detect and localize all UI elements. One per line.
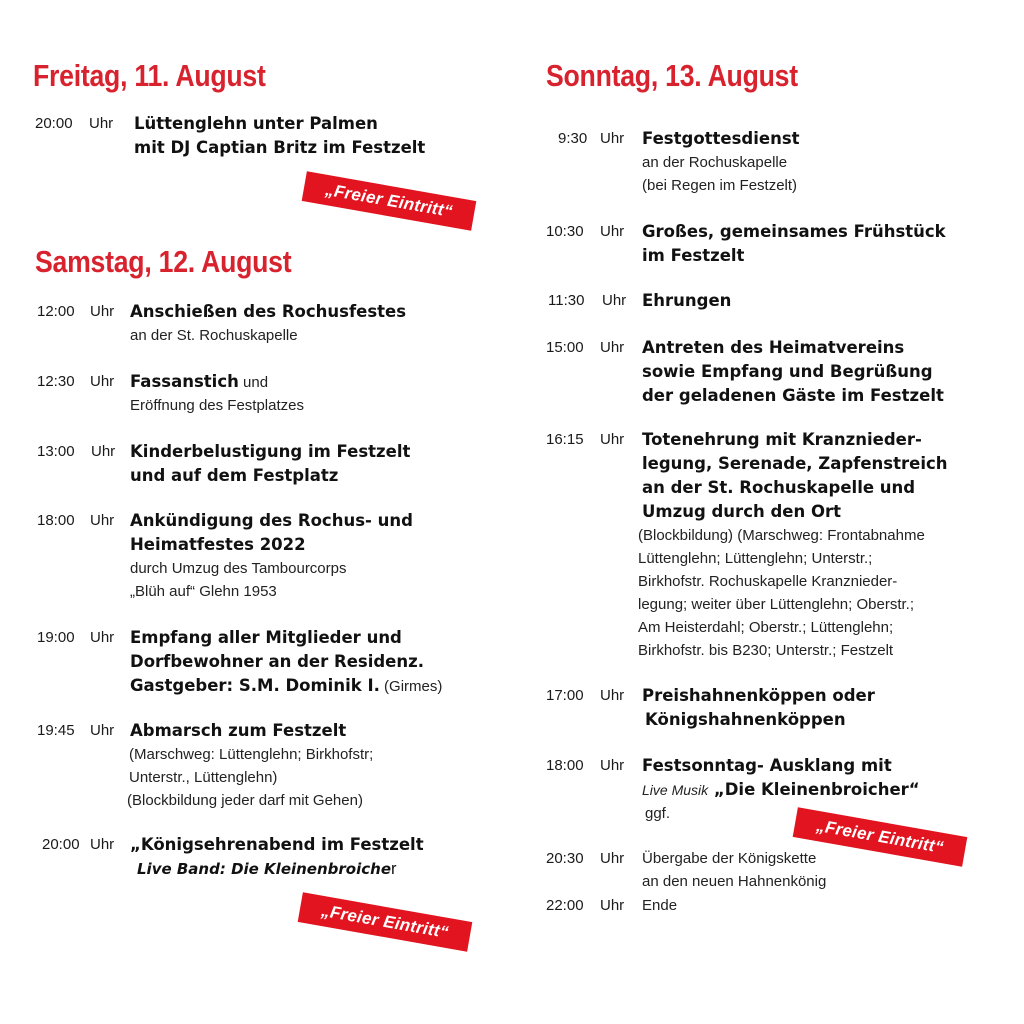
free-entry-stamp: „Freier Eintritt“ xyxy=(793,807,968,866)
entry-detail: Am Heisterdahl; Oberstr.; Lüttenglehn; xyxy=(638,619,894,636)
entry-detail: legung; weiter über Lüttenglehn; Oberstr.; xyxy=(638,596,915,613)
entry-title: Gastgeber: S.M. Dominik I. xyxy=(130,676,380,695)
entry-time: 19:45 xyxy=(37,722,75,739)
entry-time: 19:00 xyxy=(37,629,75,646)
entry-title: Lüttenglehn unter Palmen xyxy=(134,114,378,133)
entry-detail: ggf. xyxy=(645,805,671,822)
entry-title: Dorfbewohner an der Residenz. xyxy=(130,652,424,671)
day-title-sunday: Sonntag, 13. August xyxy=(546,58,798,93)
entry-detail: (bei Regen im Festzelt) xyxy=(642,177,798,194)
entry-title: Totenehrung mit Kranznieder- xyxy=(642,430,922,449)
entry-time: 15:00 xyxy=(546,339,584,356)
entry-time: 18:00 xyxy=(546,757,584,774)
entry-time: 22:00 xyxy=(546,897,584,914)
entry-unit: Uhr xyxy=(90,303,115,320)
entry-time: 12:30 xyxy=(37,373,75,390)
entry-title: Königshahnenköppen xyxy=(645,710,846,729)
entry-title: Empfang aller Mitglieder und xyxy=(130,628,402,647)
entry-detail: (Girmes) xyxy=(379,678,443,695)
entry-time: 18:00 xyxy=(37,512,75,529)
entry-unit: Uhr xyxy=(600,431,625,448)
entry-time: 10:30 xyxy=(546,223,584,240)
entry-time: 20:00 xyxy=(35,115,73,132)
entry-detail: „Blüh auf“ Glehn 1953 xyxy=(130,583,277,600)
entry-title: Preishahnenköppen oder xyxy=(642,686,875,705)
free-entry-stamp: „Freier Eintritt“ xyxy=(302,171,477,230)
entry-time: 16:15 xyxy=(546,431,584,448)
entry-unit: Uhr xyxy=(600,223,625,240)
entry-title: der geladenen Gäste im Festzelt xyxy=(642,386,944,405)
entry-unit: Uhr xyxy=(602,292,627,309)
entry-time: 12:00 xyxy=(37,303,75,320)
entry-detail: (Marschweg: Lüttenglehn; Birkhofstr; xyxy=(129,746,374,763)
entry-time: 9:30 xyxy=(558,130,588,147)
entry-title: „Königsehrenabend im Festzelt xyxy=(130,835,424,854)
entry-unit: Uhr xyxy=(600,339,625,356)
entry-detail: Birkhofstr. bis B230; Unterstr.; Festzelt xyxy=(638,642,894,659)
entry-title: Umzug durch den Ort xyxy=(642,502,842,521)
entry-detail: Live Musik xyxy=(642,782,709,798)
entry-detail: an der St. Rochuskapelle xyxy=(130,327,298,344)
entry-detail: durch Umzug des Tambourcorps xyxy=(130,560,347,577)
entry-detail: Live Band: Die Kleinenbroiche xyxy=(137,860,391,878)
entry-title: Großes, gemeinsames Frühstück xyxy=(642,222,946,241)
entry-title: Anschießen des Rochusfestes xyxy=(130,302,407,321)
entry-title: Festsonntag- Ausklang mit xyxy=(642,756,892,775)
entry-unit: Uhr xyxy=(600,850,625,867)
entry-unit: Uhr xyxy=(600,130,625,147)
entry-time: 17:00 xyxy=(546,687,584,704)
entry-time: 20:00 xyxy=(42,836,80,853)
entry-detail: Lüttenglehn; Lüttenglehn; Unterstr.; xyxy=(638,550,873,567)
entry-unit: Uhr xyxy=(90,512,115,529)
entry-unit: Uhr xyxy=(600,757,625,774)
entry-title: an der St. Rochuskapelle und xyxy=(642,478,916,497)
entry-unit: Uhr xyxy=(600,897,625,914)
entry-unit: Uhr xyxy=(90,836,115,853)
entry-title: im Festzelt xyxy=(642,246,745,265)
entry-unit: Uhr xyxy=(90,722,115,739)
entry-detail: (Blockbildung jeder darf mit Gehen) xyxy=(127,792,363,809)
day-title-saturday: Samstag, 12. August xyxy=(35,244,292,279)
entry-title: „Die Kleinenbroicher“ xyxy=(708,780,920,799)
entry-detail: Unterstr., Lüttenglehn) xyxy=(129,769,278,786)
entry-unit: Uhr xyxy=(89,115,114,132)
entry-detail: an den neuen Hahnenkönig xyxy=(642,873,827,890)
entry-title: legung, Serenade, Zapfenstreich xyxy=(642,454,948,473)
entry-detail: Eröffnung des Festplatzes xyxy=(130,397,304,414)
entry-detail: Übergabe der Königskette xyxy=(642,850,817,867)
entry-title: und auf dem Festplatz xyxy=(130,466,339,485)
entry-unit: Uhr xyxy=(91,443,116,460)
entry-title: Abmarsch zum Festzelt xyxy=(130,721,347,740)
entry-unit: Uhr xyxy=(90,629,115,646)
entry-time: 13:00 xyxy=(37,443,75,460)
entry-title: Ehrungen xyxy=(642,291,732,310)
entry-title: sowie Empfang und Begrüßung xyxy=(642,362,933,381)
entry-title: Kinderbelustigung im Festzelt xyxy=(130,442,411,461)
entry-detail: und xyxy=(238,374,269,391)
entry-title: Fassanstich xyxy=(130,372,239,391)
day-title-friday: Freitag, 11. August xyxy=(33,58,266,93)
entry-title: Antreten des Heimatvereins xyxy=(642,338,905,357)
entry-title: Festgottesdienst xyxy=(642,129,800,148)
entry-unit: Uhr xyxy=(90,373,115,390)
entry-detail: r xyxy=(391,860,397,878)
entry-unit: Uhr xyxy=(600,687,625,704)
entry-detail: Birkhofstr. Rochuskapelle Kranznieder- xyxy=(638,573,898,590)
entry-detail: an der Rochuskapelle xyxy=(642,154,788,171)
entry-detail: Ende xyxy=(642,897,678,914)
entry-time: 20:30 xyxy=(546,850,584,867)
entry-title: Ankündigung des Rochus- und xyxy=(130,511,413,530)
free-entry-stamp: „Freier Eintritt“ xyxy=(298,892,473,951)
entry-title: Heimatfestes 2022 xyxy=(130,535,306,554)
entry-detail: (Blockbildung) (Marschweg: Frontabnahme xyxy=(638,527,925,544)
entry-title: mit DJ Captian Britz im Festzelt xyxy=(134,138,426,157)
entry-time: 11:30 xyxy=(548,292,585,309)
